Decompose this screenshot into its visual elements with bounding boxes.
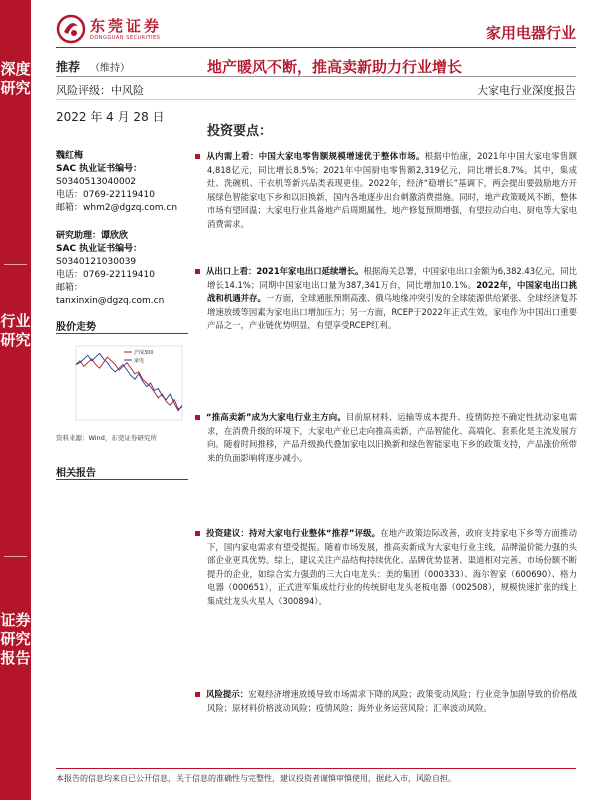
stock-chart-title: 股价走势	[56, 322, 96, 333]
point-lead: 风险提示：	[206, 689, 249, 699]
point-text-2: 一方面，全球通胀预期高涨、俄乌地缘冲突引发的全球能源供给紧张、全球经济复苏增速放缓等因素为家电出口增加压力；另一方面，RCEP于2022年正式生效，家电作为中国出口重要产品之一，产业链优势明显，有望享受RCEP红利。	[207, 293, 578, 331]
report-type: 大家电行业深度报告	[477, 84, 576, 97]
side-label-industry: 行业研究	[0, 312, 31, 349]
assistant-email: tanxinxin@dgzq.com.cn	[56, 296, 165, 306]
company-logo	[56, 14, 162, 44]
cert-number: S0340121030039	[56, 257, 137, 267]
logo-name: 东莞证券	[90, 16, 163, 35]
bullet-icon	[195, 415, 200, 420]
analyst-email: 邮箱：whm2@dgzq.com.cn	[56, 203, 178, 213]
point-lead: 从内需上看：中国大家电零售额规模增速优于整体市场。	[206, 151, 425, 161]
point-text: 在地产政策边际改善，政府支持家电下乡等方面推动下，国内家电需求有望受提振。随着市场发展，推高卖新成为大家电行业主线，品牌溢价能力强的头部企业更具优势。综上，建议关注产品结构持续优化、品牌优势显著、渠道相对完善、市场份额不断提升的企业，如综合实力强劲的三大白电龙头：美的集团（000333）、海尔智家（600690）、格力电器（000651），正式进军集成灶行业的传统厨电龙头老板电器（002508），规模快速扩张的线上集成灶龙头火星人（300894）。	[207, 528, 577, 606]
point-text: 根据中怡康，2021年中国大家电零售额4,818亿元，同比增长8.5%；2021年中国厨电零售额2,319亿元，同比增长8.7%。其中，集成灶、洗碗机、干衣机等新兴品类表现更佳。2022年，经济“稳增长”基调下，两会提出要鼓励地方开展绿色智能家电下乡和以旧换新，国内各地逐步出台刺激消费措施。同时，地产政策暖风不断，整体市场有望回温；大家电行业具备地产后周期属性，地产修复预期增强，有望拉动白电、厨电等大家电消费需求。	[207, 151, 577, 229]
industry-category: 家用电器行业	[485, 24, 576, 42]
title-rule	[56, 76, 576, 77]
point-text: 宏观经济增速放缓导致市场需求下降的风险；政策变动风险；行业竞争加剧导致的价格战风险；原材料价格波动风险；疫情风险；海外业务运营风险；汇率波动风险。	[207, 689, 577, 713]
risk-rating: 风险评级：中风险	[56, 84, 144, 97]
logo-emblem-icon	[56, 14, 86, 44]
analyst-phone: 电话：0769-22119410	[56, 190, 155, 200]
side-divider	[4, 264, 27, 265]
point-text: 目前原材料、运输等成本提升、疫情防控不确定性扰动家电需求，在消费升级的环境下，大家电产业已走向推高卖新，产品智能化、高端化、套系化是主流发展方向。随着时间推移，产品升级换代叠加家电以旧换新和绿色智能家电下乡的政策支持，产品涨价所带来的负面影响将逐步减小。	[207, 412, 577, 463]
point-upgrade	[207, 411, 577, 465]
side-divider	[4, 556, 27, 557]
point-text: 根据海关总署，中国家电出口金额为6,382.43亿元，同比增长14.1%；同期中国家电出口量为387,341万台，同比增加10.1%。	[207, 266, 577, 290]
rating	[56, 58, 130, 75]
chart-title-rule	[56, 333, 188, 334]
report-title: 地产暖风不断，推高卖新助力行业增长	[207, 58, 463, 76]
assistant-block	[56, 230, 188, 308]
header-rule	[56, 47, 576, 48]
point-lead: “推高卖新”成为大家电行业主方向。	[206, 412, 346, 422]
assistant-email-label: 邮箱：	[56, 283, 84, 293]
side-label-securities: 证券研究报告	[0, 611, 31, 667]
point-lead: 从出口上看：2021年家电出口延续增长。	[206, 266, 364, 276]
point-risk	[207, 688, 577, 715]
key-points-title: 投资要点：	[207, 124, 273, 139]
assistant-phone: 电话：0769-22119410	[56, 270, 155, 280]
legend-label: 家电	[134, 358, 145, 364]
subheader-rule	[56, 99, 576, 100]
disclaimer: 本报告的信息均来自已公开信息，关于信息的准确性与完整性，建议投资者谨慎审慎使用，据此入市，风险自担。	[56, 774, 456, 783]
series-line-index	[76, 357, 182, 409]
cert-number: S0340513040002	[56, 177, 137, 187]
footer-rule	[56, 768, 576, 769]
rating-status: （维持）	[90, 63, 131, 74]
bullet-icon	[195, 692, 200, 697]
related-rule	[56, 479, 188, 480]
point-domestic	[207, 150, 577, 232]
rating-label: 推荐	[56, 60, 81, 74]
related-reports-title: 相关报告	[56, 468, 96, 479]
cert-label: SAC 执业证书编号：	[56, 244, 143, 254]
stock-price-chart	[56, 338, 188, 430]
bullet-icon	[195, 154, 200, 159]
cert-label: SAC 执业证书编号：	[56, 164, 143, 174]
chart-frame	[76, 346, 182, 420]
report-date: 2022 年 4 月 28 日	[56, 110, 165, 124]
point-lead-2: 2022年，中国家电出口挑战和机遇并存。	[207, 279, 578, 304]
side-label-deep-research: 深度研究	[0, 60, 31, 97]
point-lead: 投资建议：持对大家电行业整体“推荐”评级。	[206, 528, 381, 538]
point-investment	[207, 527, 577, 609]
bullet-icon	[195, 531, 200, 536]
side-band	[0, 0, 31, 800]
chart-source: 资料来源：Wind，东莞证券研究所	[56, 434, 157, 442]
analyst-name: 魏红梅	[56, 151, 84, 161]
legend-label: 沪深300	[134, 350, 154, 356]
assistant-name: 研究助理：谭欣欣	[56, 231, 129, 241]
point-export	[207, 265, 577, 333]
logo-english: DONGGUAN SECURITIES	[90, 34, 161, 41]
analyst-block	[56, 150, 188, 215]
series-line-sector	[76, 353, 182, 410]
bullet-icon	[195, 269, 200, 274]
